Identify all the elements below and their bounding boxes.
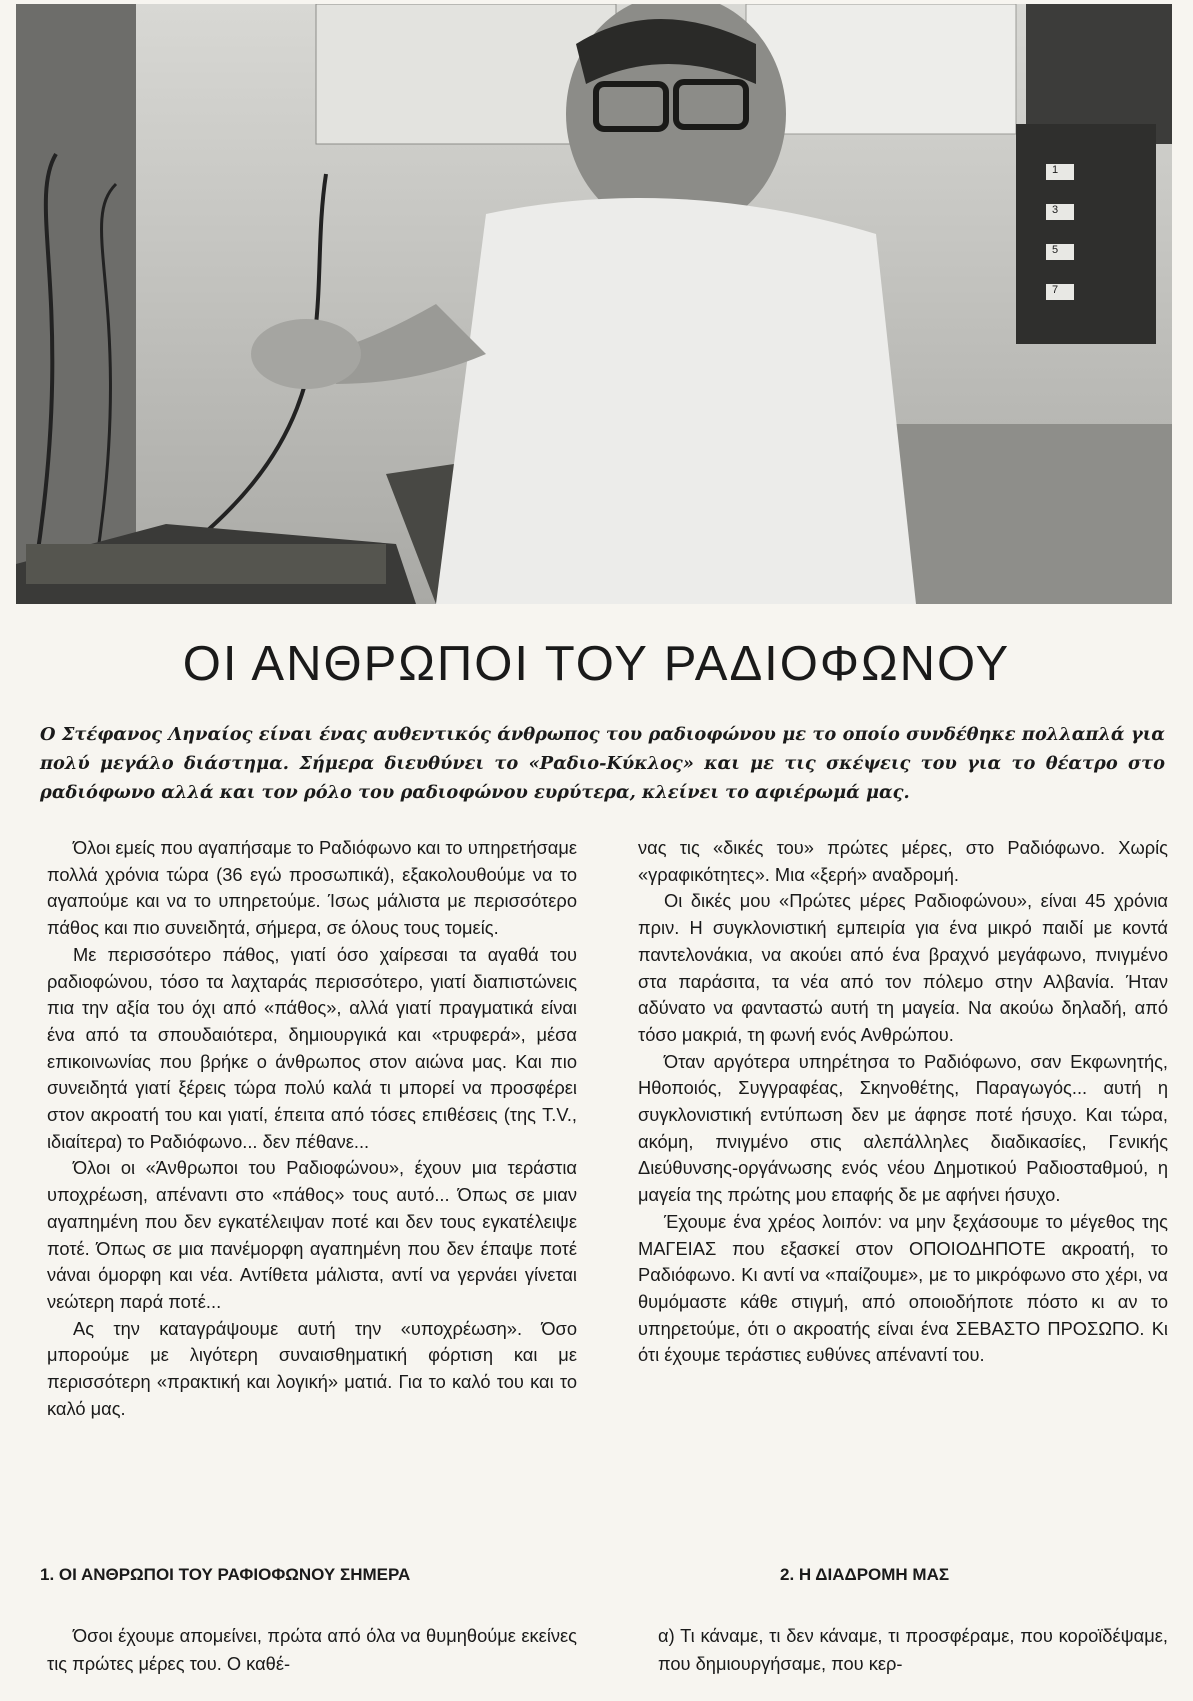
article-intro: Ο Στέφανος Ληναίος είναι ένας αυθεντικός άνθρωπος του ραδιοφώνου με το οποίο συνδέθηκε πολλαπλά για πολύ μεγάλο διάστημα. Σήμερα διευθύνει το «Ραδιο-Κύκλος» και με τις σκέψεις του για το θέατρο στο ραδιόφωνο αλλά και τον ρόλο του ραδιοφώνου ευρύτερα, κλείνει το αφιέρωμά μας.: [40, 724, 1165, 803]
studio-photo-illustration: [16, 4, 1172, 604]
right-column: [638, 835, 1168, 1369]
panel-number: 5: [1052, 244, 1059, 256]
paragraph: νας τις «δικές του» πρώτες μέρες, στο Ραδιόφωνο. Χωρίς «γραφικότητες». Μια «ξερή» αναδρομή.: [638, 837, 1168, 885]
paragraph: Έχουμε ένα χρέος λοιπόν: να μην ξεχάσουμε το μέγεθος της ΜΑΓΕΙΑΣ που εξασκεί στον ΟΠΟΙΟΔΗΠΟΤΕ ακροατή, το Ραδιόφωνο. Κι αντί να «παίζουμε», με το μικρόφωνο στο χέρι, να θυμόμαστε κάθε στιγμή, από οποιοδήποτε πόστο κι αν το υπηρετούμε, ότι ο ακροατής είναι ένα ΣΕΒΑΣΤΟ ΠΡΟΣΩΠΟ. Κι ότι έχουμε τεράστιες ευθύνες απέναντί του.: [638, 1210, 1168, 1366]
article-photo: [16, 4, 1172, 604]
section-heading-1: 1. ΟΙ ΑΝΘΡΩΠΟΙ ΤΟΥ ΡΑΦΙΟΦΩΝΟΥ ΣΗΜΕΡΑ: [40, 1565, 411, 1584]
paragraph: Οι δικές μου «Πρώτες μέρες Ραδιοφώνου», είναι 45 χρόνια πριν. Η συγκλονιστική εμπειρία για ένα μικρό παιδί με κοντά παντελονάκια, να ακούει από ένα βραχνό μεγάφωνο, πνιγμένο στα παράσιτα, τα νέα από τον πόλεμο στην Αλβανία. Ήταν αδύνατο να φανταστώ αυτή τη μαγεία. Να ακούω δηλαδή, από τόσο μακριά, τη φωνή ενός Ανθρώπου.: [638, 890, 1168, 1045]
paragraph: Όλοι εμείς που αγαπήσαμε το Ραδιόφωνο και το υπηρετήσαμε πολλά χρόνια τώρα (36 εγώ προσωπικά), εξακολουθούμε να το αγαπούμε και να το υπηρετούμε. Ίσως μάλιστα με περισσότερο πάθος και πιο συνειδητά, σήμερα, σε όλους τους τομείς.: [47, 837, 577, 939]
left-column: [47, 835, 577, 1422]
panel-number: 3: [1052, 204, 1059, 216]
paragraph: Όσοι έχουμε απομείνει, πρώτα από όλα να θυμηθούμε εκείνες τις πρώτες μέρες του. Ο καθέ-: [47, 1625, 577, 1674]
paragraph: Ας την καταγράψουμε αυτή την «υποχρέωση». Όσο μπορούμε με λιγότερη συναισθηματική φόρτιση και με περισσότερη «πρακτική και λογική» ματιά. Για το καλό του και το καλό μας.: [47, 1317, 577, 1419]
paragraph: Με περισσότερο πάθος, γιατί όσο χαίρεσαι τα αγαθά του ραδιοφώνου, τόσο τα λαχταράς περισσότερο, γιατί διαπιστώνεις πια την αξία του όχι από «πάθος», αλλά γιατί πραγματικά είναι ένα από τα σπουδαιότερα, δημιουργικά και «τρυφερά», μέσα επικοινωνίας που βρήκε ο άνθρωπος στον αιώνα μας. Και πιο συνειδητά γιατί ξέρεις τώρα πολύ καλά τι μπορεί να προσφέρει στον ακροατή του και γιατί, έπειτα από τόσες επιθέσεις (της T.V., ιδιαίτερα) το Ραδιόφωνο... δεν πέθανε...: [47, 943, 577, 1152]
paragraph: Όταν αργότερα υπηρέτησα το Ραδιόφωνο, σαν Εκφωνητής, Ηθοποιός, Συγγραφέας, Σκηνοθέτης, Παραγωγός... αυτή η συγκλονιστική εντύπωση δεν με άφησε ποτέ ήσυχο. Και τώρα, ακόμη, πνιγμένο στις αλεπάλληλες διαδικασίες, Γενικής Διεύθυνσης-οργάνωσης ενός νέου Δημοτικού Ραδιοσταθμού, η μαγεία της πρώτης μου επαφής δε με αφήνει ήσυχο.: [638, 1050, 1168, 1206]
paragraph: α) Τι κάναμε, τι δεν κάναμε, τι προσφέραμε, που κοροϊδέψαμε, που δημιουργήσαμε, που κερ-: [658, 1625, 1168, 1674]
article-title: ΟΙ ΑΝΘΡΩΠΟΙ ΤΟΥ ΡΑΔΙΟΦΩΝΟΥ: [182, 637, 1011, 691]
panel-number: 7: [1052, 284, 1059, 296]
paragraph: Όλοι οι «Άνθρωποι του Ραδιοφώνου», έχουν μια τεράστια υποχρέωση, απέναντι στο «πάθος» τους αυτό... Όπως σε μιαν αγαπημένη που δεν εγκατέλειψαν ποτέ και δεν τους εγκατέλειψε ποτέ. Όπως σε μια πανέμορφη αγαπημένη που δεν έπαψε ποτέ νάναι όμορφη και νέα. Αντίθετα μάλιστα, αντί να γερνάει γίνεται νεώτερη παρά ποτέ...: [47, 1157, 577, 1312]
section-2-text: [658, 1622, 1168, 1678]
section-1-text: [47, 1622, 577, 1678]
section-heading-2: 2. Η ΔΙΑΔΡΟΜΗ ΜΑΣ: [780, 1565, 950, 1584]
panel-number: 1: [1052, 164, 1059, 176]
